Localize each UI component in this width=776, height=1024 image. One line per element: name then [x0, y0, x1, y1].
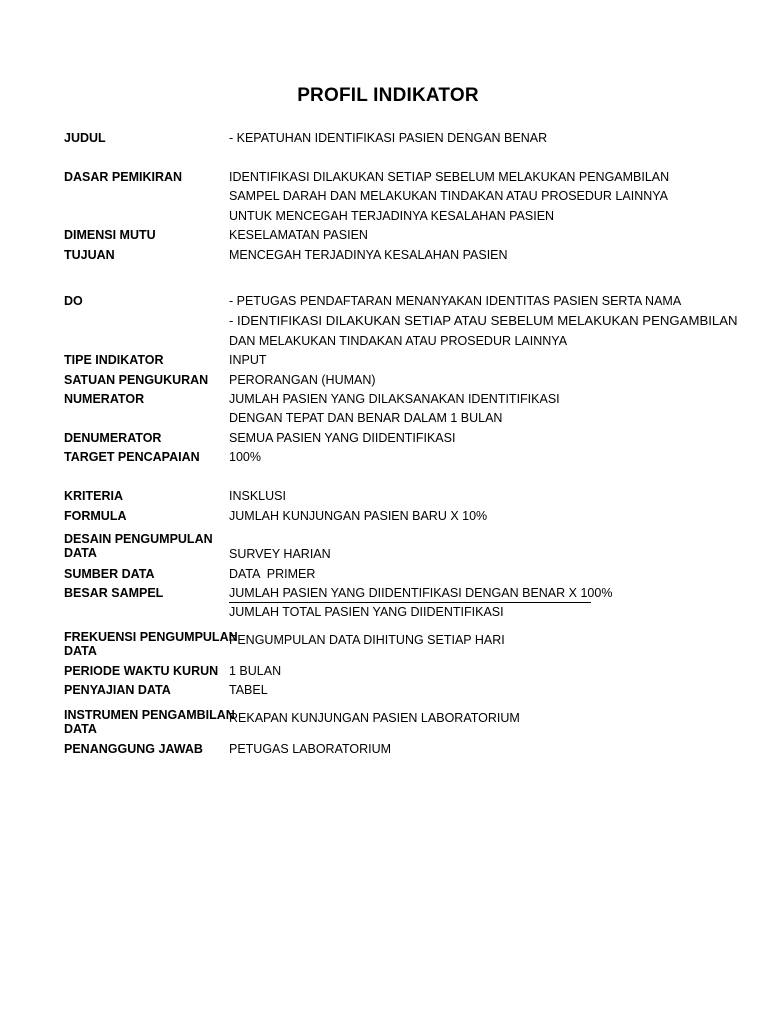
value-kriteria: INSKLUSI [229, 489, 286, 503]
label-do: DO [64, 294, 83, 308]
label-tipe-indikator: TIPE INDIKATOR [64, 353, 164, 367]
value-judul: - KEPATUHAN IDENTIFIKASI PASIEN DENGAN BENAR [229, 131, 548, 145]
value-do-line-2: - IDENTIFIKASI DILAKUKAN SETIAP ATAU SEBELUM MELAKUKAN PENGAMBILAN [229, 313, 738, 328]
label-dasar-pemikiran: DASAR PEMIKIRAN [64, 170, 183, 184]
value-tipe-indikator: INPUT [229, 353, 267, 367]
value-satuan-pengukuran: PERORANGAN (HUMAN) [229, 373, 376, 387]
label-desain-pengumpulan-line-2: DATA [64, 546, 97, 560]
label-instrumen-pengambilan-line-1: INSTRUMEN PENGAMBILAN [64, 708, 235, 722]
value-besar-sampel-numerator: JUMLAH PASIEN YANG DIIDENTIFIKASI DENGAN BENAR X 100% [229, 586, 613, 600]
value-dasar-pemikiran-line-1: IDENTIFIKASI DILAKUKAN SETIAP SEBELUM MELAKUKAN PENGAMBILAN [229, 170, 670, 184]
label-kriteria: KRITERIA [64, 489, 124, 503]
label-periode-waktu-kurun: PERIODE WAKTU KURUN [64, 664, 219, 678]
label-sumber-data: SUMBER DATA [64, 567, 155, 581]
label-numerator: NUMERATOR [64, 392, 145, 406]
label-denumerator: DENUMERATOR [64, 431, 162, 445]
label-satuan-pengukuran: SATUAN PENGUKURAN [64, 373, 209, 387]
label-desain-pengumpulan-line-1: DESAIN PENGUMPULAN [64, 532, 213, 546]
value-do-line-3: DAN MELAKUKAN TINDAKAN ATAU PROSEDUR LAINNYA [229, 334, 568, 348]
label-besar-sampel: BESAR SAMPEL [64, 586, 164, 600]
value-sumber-data: DATA PRIMER [229, 567, 316, 581]
label-tujuan: TUJUAN [64, 248, 115, 262]
value-target-pencapaian: 100% [229, 450, 261, 464]
value-penyajian-data: TABEL [229, 683, 268, 697]
value-do-line-1: - PETUGAS PENDAFTARAN MENANYAKAN IDENTITAS PASIEN SERTA NAMA [229, 294, 682, 308]
value-denumerator: SEMUA PASIEN YANG DIIDENTIFIKASI [229, 431, 456, 445]
label-penanggung-jawab: PENANGGUNG JAWAB [64, 742, 203, 756]
value-instrumen-pengambilan-data: REKAPAN KUNJUNGAN PASIEN LABORATORIUM [229, 711, 520, 725]
value-numerator-line-1: JUMLAH PASIEN YANG DILAKSANAKAN IDENTITIFIKASI [229, 392, 560, 406]
label-frekuensi-pengumpulan-line-1: FREKUENSI PENGUMPULAN [64, 630, 238, 644]
value-dimensi-mutu: KESELAMATAN PASIEN [229, 228, 368, 242]
label-dimensi-mutu: DIMENSI MUTU [64, 228, 156, 242]
label-judul: JUDUL [64, 131, 106, 145]
value-dasar-pemikiran-line-2: SAMPEL DARAH DAN MELAKUKAN TINDAKAN ATAU PROSEDUR LAINNYA [229, 189, 668, 203]
fraction-line [229, 602, 591, 603]
document-title: PROFIL INDIKATOR [297, 85, 479, 106]
label-formula: FORMULA [64, 509, 127, 523]
value-dasar-pemikiran-line-3: UNTUK MENCEGAH TERJADINYA KESALAHAN PASIEN [229, 209, 555, 223]
label-target-pencapaian: TARGET PENCAPAIAN [64, 450, 200, 464]
value-formula: JUMLAH KUNJUNGAN PASIEN BARU X 10% [229, 509, 488, 523]
label-instrumen-pengambilan-line-2: DATA [64, 722, 97, 736]
value-tujuan: MENCEGAH TERJADINYA KESALAHAN PASIEN [229, 248, 508, 262]
value-besar-sampel-denominator: JUMLAH TOTAL PASIEN YANG DIIDENTIFIKASI [229, 605, 504, 619]
value-numerator-line-2: DENGAN TEPAT DAN BENAR DALAM 1 BULAN [229, 411, 503, 425]
value-frekuensi-pengumpulan-data: PENGUMPULAN DATA DIHITUNG SETIAP HARI [229, 633, 505, 647]
value-desain-pengumpulan-data: SURVEY HARIAN [229, 547, 331, 561]
value-penanggung-jawab: PETUGAS LABORATORIUM [229, 742, 392, 756]
label-frekuensi-pengumpulan-line-2: DATA [64, 644, 97, 658]
label-penyajian-data: PENYAJIAN DATA [64, 683, 171, 697]
value-periode-waktu-kurun: 1 BULAN [229, 664, 282, 678]
